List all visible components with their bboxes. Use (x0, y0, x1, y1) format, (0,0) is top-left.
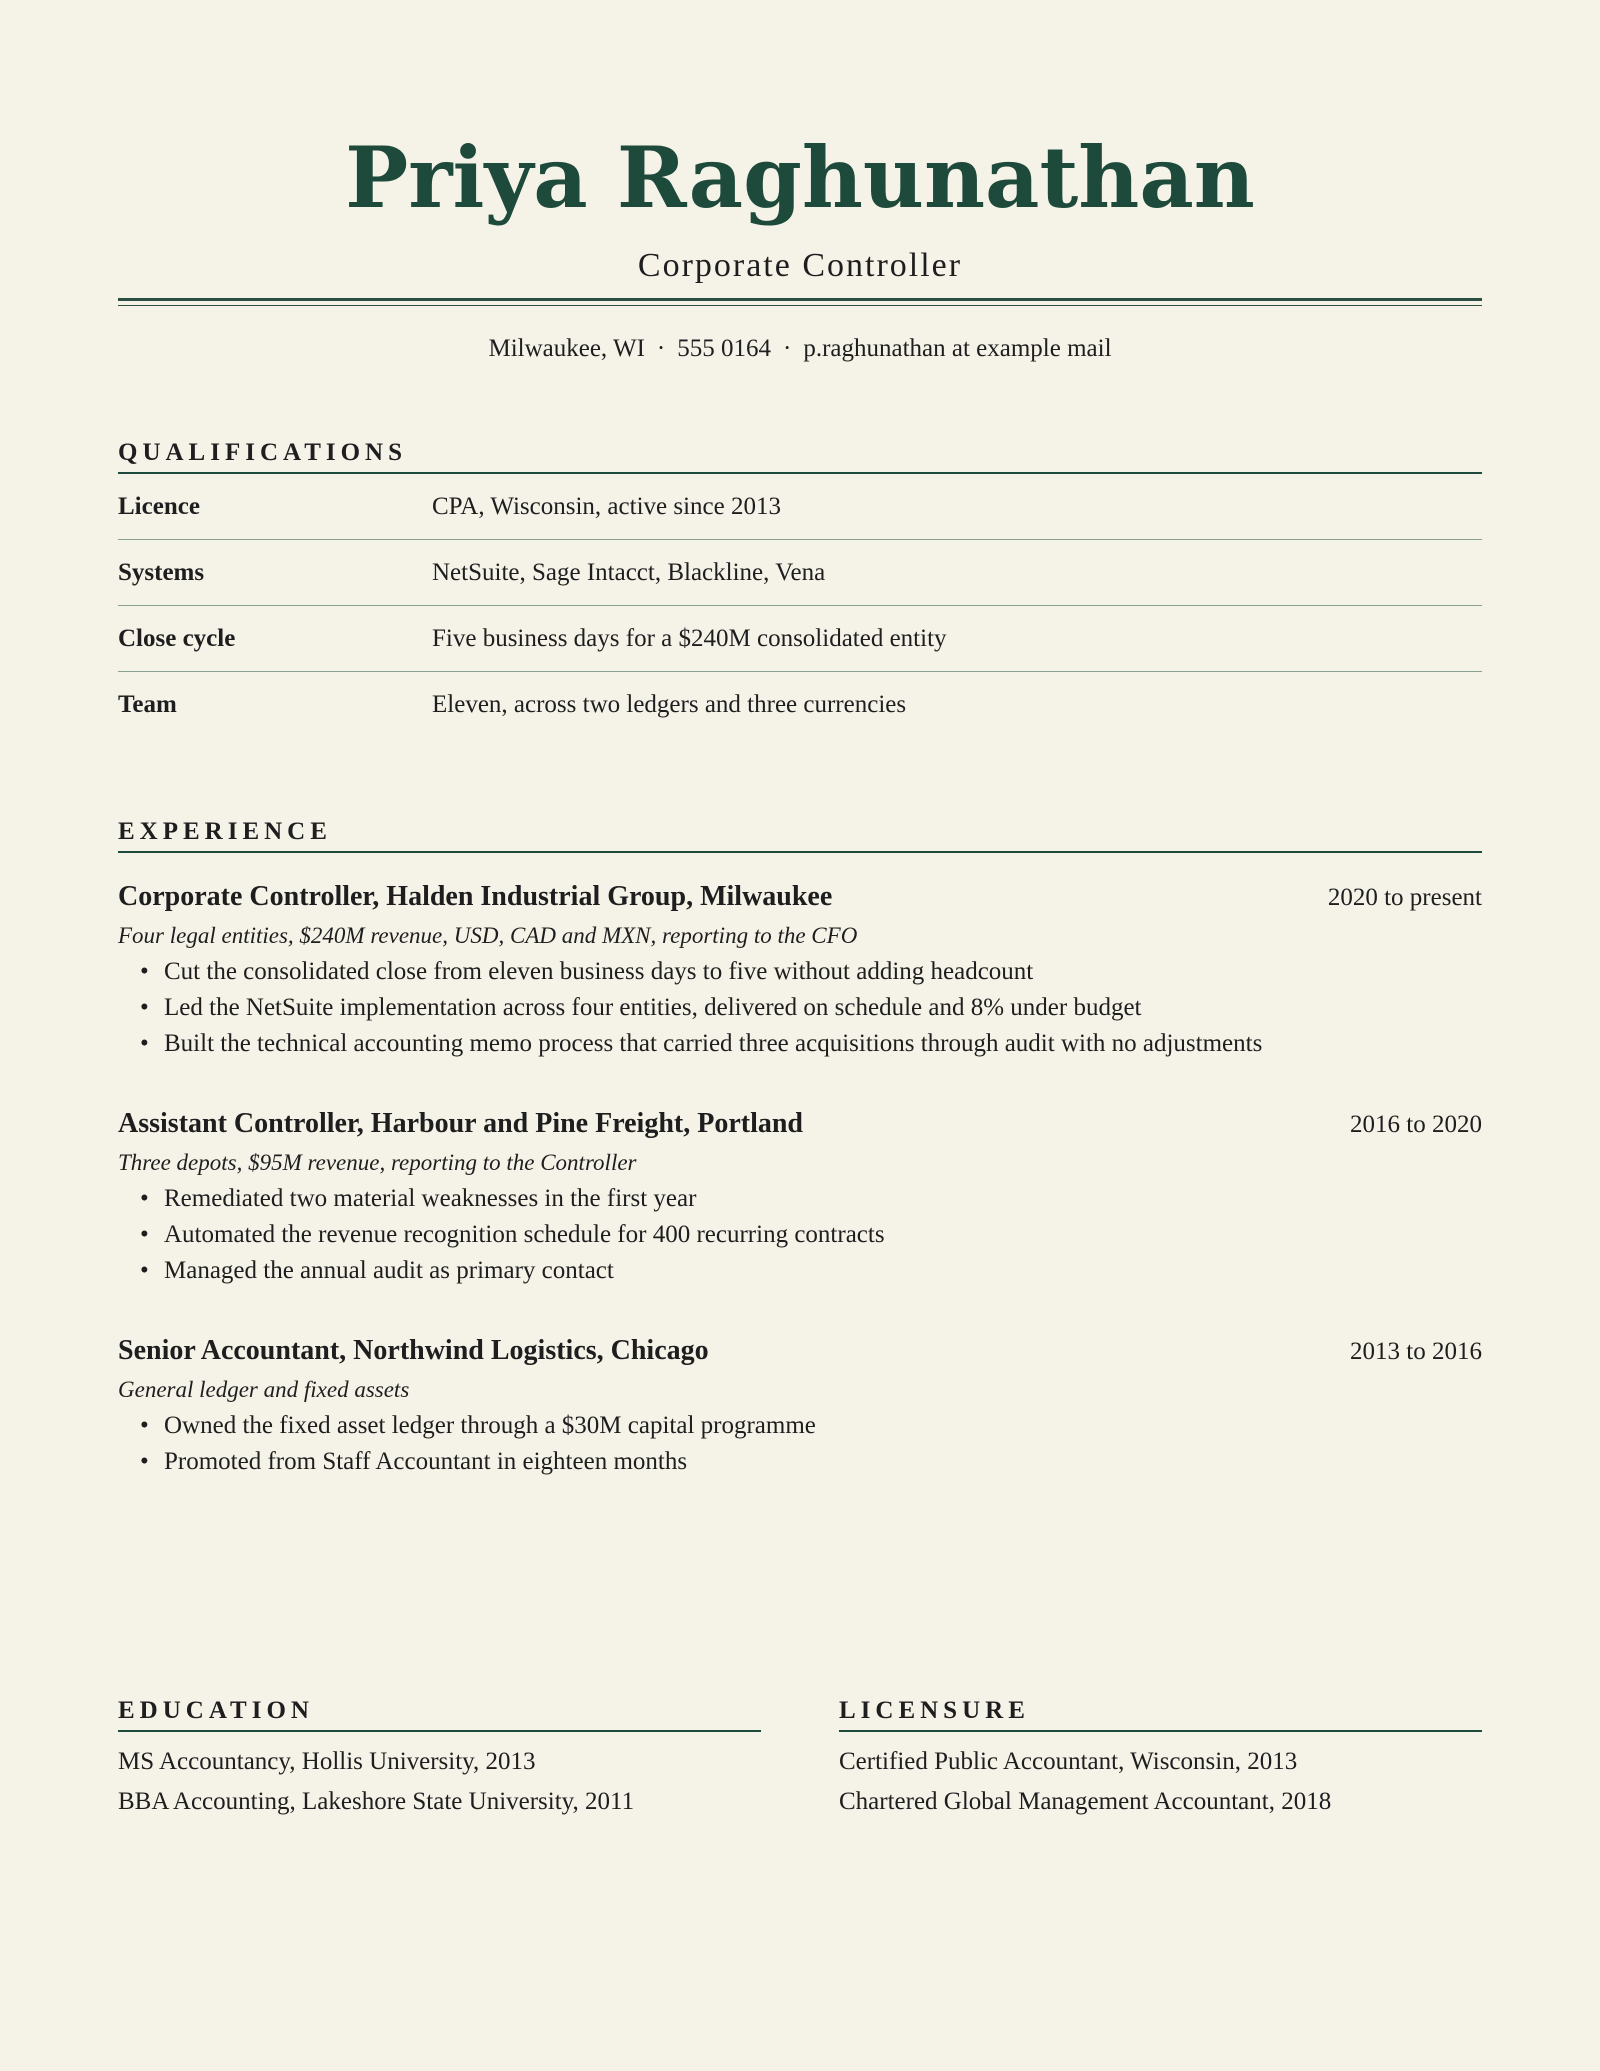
bullet-marker: • (140, 1185, 149, 1212)
education-section (118, 1696, 761, 1822)
job-title: Senior Accountant, Northwind Logistics, Chicago (118, 1335, 709, 1366)
job-summary: General ledger and fixed assets (118, 1377, 410, 1402)
qualification-label: Licence (118, 474, 432, 540)
header-divider (118, 298, 1482, 306)
job-bullet (118, 1217, 1482, 1253)
qualification-value: Eleven, across two ledgers and three currencies (432, 690, 907, 718)
bullet-text: Managed the annual audit as primary contact (164, 1257, 614, 1284)
qualification-value: CPA, Wisconsin, active since 2013 (432, 474, 1482, 540)
job-dates: 2016 to 2020 (1350, 1111, 1482, 1138)
job-bullets (118, 1181, 1482, 1289)
bullet-marker: • (140, 958, 149, 985)
job-summary: Four legal entities, $240M revenue, USD, CAD and MXN, reporting to the CFO (118, 923, 858, 948)
job-bullet (118, 1444, 1482, 1480)
job-header (118, 879, 1482, 916)
job-header (118, 1106, 1482, 1143)
section-heading: EDUCATION (118, 1696, 761, 1732)
bullet-text: Led the NetSuite implementation across four entities, delivered on schedule and 8% under budget (164, 994, 1142, 1021)
bullet-text: Cut the consolidated close from eleven business days to five without adding headcount (164, 958, 1034, 985)
bullet-text: Promoted from Staff Accountant in eighteen months (164, 1448, 688, 1475)
section-heading: LICENSURE (839, 1696, 1482, 1732)
job-entry (118, 879, 1482, 1062)
qualification-value: Five business days for a $240M consolidated entity (432, 606, 1482, 672)
bullet-marker: • (140, 1030, 149, 1057)
job-bullets (118, 954, 1482, 1062)
job-title: Assistant Controller, Harbour and Pine Freight, Portland (118, 1108, 804, 1139)
job-bullet (118, 1253, 1482, 1289)
job-dates: 2013 to 2016 (1350, 1338, 1482, 1365)
bullet-marker: • (140, 1257, 149, 1284)
job-bullet (118, 1026, 1482, 1062)
education-list (118, 1742, 761, 1822)
bullet-marker: • (140, 1412, 149, 1439)
job-bullet (118, 990, 1482, 1026)
bullet-text: Automated the revenue recognition schedule for 400 recurring contracts (164, 1221, 885, 1248)
job-dates: 2020 to present (1327, 884, 1482, 911)
licensure-list (839, 1742, 1482, 1822)
candidate-name: Priya Raghunathan (345, 128, 1255, 227)
bullet-marker: • (140, 994, 149, 1021)
qualifications-section (118, 438, 1482, 737)
resume-page (118, 0, 1482, 1822)
job-bullets (118, 1408, 1482, 1480)
candidate-title: Corporate Controller (637, 247, 963, 284)
contact-phone: 555 0164 (677, 335, 771, 362)
job-bullet (118, 1408, 1482, 1444)
education-item: BBA Accounting, Lakeshore State University, 2011 (118, 1788, 635, 1815)
experience-section (118, 817, 1482, 1480)
bullet-marker: • (140, 1221, 149, 1248)
resume-header (118, 0, 1482, 286)
qualification-value: NetSuite, Sage Intacct, Blackline, Vena (432, 540, 1482, 606)
job-header (118, 1333, 1482, 1370)
job-bullet (118, 1181, 1482, 1217)
job-entry (118, 1333, 1482, 1480)
qualification-row (118, 606, 1482, 672)
contact-line (118, 334, 1482, 364)
licensure-item: Chartered Global Management Accountant, 2018 (839, 1788, 1332, 1815)
section-heading: EXPERIENCE (118, 817, 1482, 853)
job-bullet (118, 954, 1482, 990)
job-title: Corporate Controller, Halden Industrial Group, Milwaukee (118, 881, 833, 912)
licensure-item: Certified Public Accountant, Wisconsin, 2013 (839, 1748, 1298, 1775)
licensure-section (839, 1696, 1482, 1822)
bullet-text: Remediated two material weaknesses in the first year (164, 1185, 697, 1212)
contact-location: Milwaukee, WI (488, 335, 645, 362)
bullet-text: Owned the fixed asset ledger through a $30M capital programme (164, 1412, 816, 1439)
education-item: MS Accountancy, Hollis University, 2013 (118, 1748, 536, 1775)
qualification-label: Team (118, 690, 177, 718)
qualification-label: Systems (118, 540, 432, 606)
qualification-row (118, 540, 1482, 606)
job-summary: Three depots, $95M revenue, reporting to the Controller (118, 1150, 637, 1175)
qualification-row (118, 474, 1482, 540)
qualification-label: Close cycle (118, 606, 432, 672)
job-entry (118, 1106, 1482, 1289)
qualifications-table (118, 474, 1482, 737)
contact-separator: · (782, 335, 792, 362)
contact-separator: · (656, 335, 666, 362)
qualification-row (118, 672, 1482, 738)
section-heading: QUALIFICATIONS (118, 438, 1482, 474)
bullet-text: Built the technical accounting memo process that carried three acquisitions through audit with no adjustments (164, 1030, 1263, 1057)
education-licensure-row (118, 1696, 1482, 1822)
contact-email: p.raghunathan at example mail (803, 335, 1112, 362)
bullet-marker: • (140, 1448, 149, 1475)
